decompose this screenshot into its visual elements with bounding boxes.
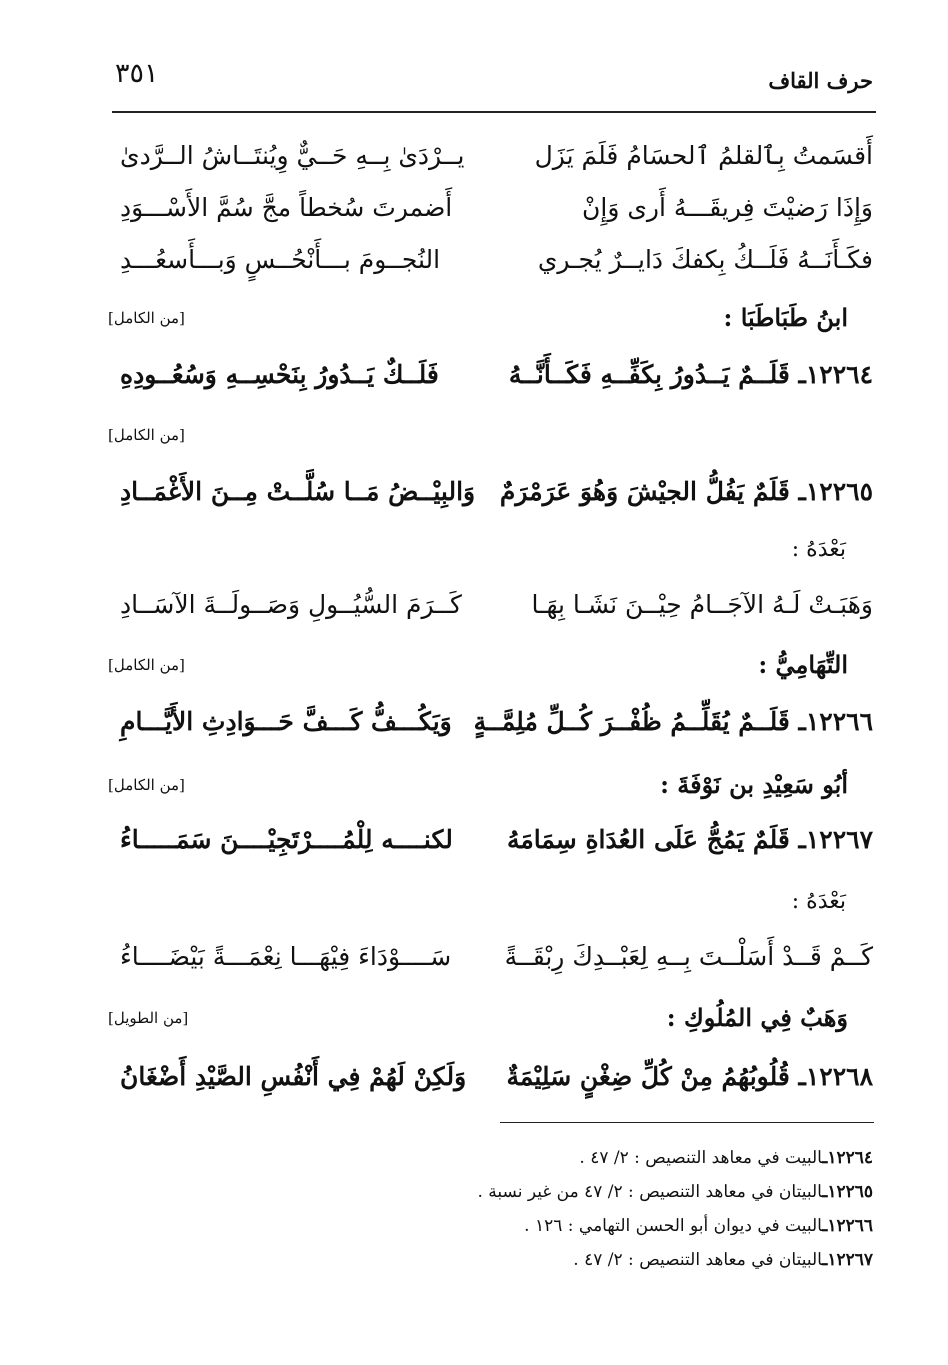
verse-text: قُلُوبُهُمُ مِنْ كُلِّ ضِغْنٍ سَلِيْمَةٌ (506, 1062, 790, 1091)
verse-line (120, 580, 873, 630)
numbered-verse (120, 350, 873, 400)
verse-second-hemistich: لكنــــه لِلْمُــــرْتَجِيْــــنَ سَمَـــــاءُ (120, 825, 453, 854)
verse-second-hemistich: يــرْدَىٰ بِــهِ حَــيٌّ وِيُنتَــاشُ الــرَّدىٰ (120, 141, 465, 170)
footnote (524, 1212, 873, 1240)
verse-second-hemistich: وَالبِيْــضُ مَــا سُلَّــتْ مِــنَ الأَغْمَــادِ (120, 477, 476, 506)
page-header (115, 58, 873, 98)
meter-label: [من الكامل] (108, 776, 185, 794)
after-it-label: بَعْدَهُ : (791, 889, 846, 914)
verse-text: قَلَمٌ يَفُلُّ الجيْشَ وَهُوَ عَرَمْرَمٌ (499, 477, 790, 506)
verse-line (120, 932, 873, 982)
verse-first-hemistich: كَــمْ قَــدْ أَسَلْــتَ بِــهِ لِعَبْــدِكَ رِبْقَــةً (504, 942, 873, 971)
verse-first-hemistich (508, 350, 873, 400)
footnote-number: ١٢٢٦٤ـ (822, 1148, 873, 1168)
verse-number: ١٢٢٦٨ـ (798, 1062, 873, 1091)
header-rule (112, 111, 876, 113)
verse-second-hemistich: فَلَــكٌ يَــدُورُ بِنَحْسِــهِ وَسُعُــودِهِ (120, 360, 439, 389)
verse-second-hemistich: وَيَكُـــفُّ كَـــفَّ حَـــوَادِثِ الأَيَّـــامِ (120, 707, 452, 736)
verse-first-hemistich (508, 1052, 873, 1102)
verse-second-hemistich: وَلَكِنْ لَهُمْ فِي أَنْفُسِ الصَّيْدِ أَضْغَانُ (120, 1062, 467, 1091)
verse-number: ١٢٢٦٥ـ (798, 477, 873, 506)
footnote (573, 1246, 873, 1274)
meter-label: [من الكامل] (108, 656, 185, 674)
poet-name: ابنُ طَبَاطَبَا : (723, 303, 848, 332)
footnote-text: البيتان في معاهد التنصيص : ٢/ ٤٧ من غير نسبة . (477, 1182, 823, 1202)
verse-second-hemistich: النُجــومَ بـــأَنْحُــسٍ وَبـــأَسعُـــدِ (120, 245, 441, 274)
numbered-verse (120, 1052, 873, 1102)
verse-first-hemistich: فكَـأَنَــهُ فَلَــكُ بِكفكَ دَايــرٌ يُجـري (537, 245, 873, 274)
verse-text: قَلَمٌ يَمُجُّ عَلَى العُدَاةِ سِمَامَهُ (506, 825, 790, 854)
verse-number: ١٢٢٦٦ـ (798, 707, 873, 736)
footnote-number: ١٢٢٦٦ـ (822, 1216, 873, 1236)
verse-line (120, 131, 873, 181)
verse-second-hemistich: أَضمرتَ سُخطاً مجَّ سُمَّ الأَسْـــوَدِ (120, 193, 453, 222)
verse-second-hemistich: كَــرَمَ السُّيُــولِ وَصَــولَــةَ الآسَــادِ (120, 590, 462, 619)
verse-number: ١٢٢٦٧ـ (798, 825, 873, 854)
poet-name: وَهَبٌ فِي المُلُوكِ : (666, 1003, 848, 1032)
footnote-text: البيت في ديوان أبو الحسن التهامي : ١٢٦ . (524, 1216, 823, 1236)
verse-text: قَلَــمٌ يَــدُورُ بِكَفِّــهِ فَكَــأَنَّــهُ (508, 360, 790, 389)
verse-first-hemistich (508, 815, 873, 865)
footnote-number: ١٢٢٦٧ـ (822, 1250, 873, 1270)
verse-first-hemistich (499, 467, 873, 517)
footnote-number: ١٢٢٦٥ـ (822, 1182, 873, 1202)
meter-label: [من الكامل] (108, 426, 185, 444)
verse-line (120, 235, 873, 285)
verse-second-hemistich: سَــــوْدَاءَ فِيْهَـــا نِعْمَـــةً بَيْضَــــاءُ (120, 942, 452, 971)
after-it-label: بَعْدَهُ : (791, 537, 846, 562)
footnote (579, 1144, 873, 1172)
verse-first-hemistich: وَهَبَـتْ لَـهُ الآجَــامُ حِيْــنَ نَشَـا بِهَـا (531, 590, 873, 619)
verse-text: قَلَــمٌ يُقَلِّــمُ ظُفْــرَ كُــلِّ مُلِمَّــةٍ (473, 707, 790, 736)
numbered-verse (120, 697, 873, 747)
verse-first-hemistich: أَقسَمتُ بِٱلقلمُ ٱلحسَامُ فَلَمَ يَزَل (534, 141, 873, 170)
poet-name: التِّهَامِيُّ : (758, 650, 848, 679)
meter-label: [من الطويل] (108, 1009, 189, 1027)
footnote-text: البيتان في معاهد التنصيص : ٢/ ٤٧ . (573, 1250, 823, 1270)
chapter-title: حرف القاف (768, 68, 873, 93)
numbered-verse (120, 467, 873, 517)
verse-line (120, 183, 873, 233)
footnote-rule (500, 1122, 874, 1123)
footnote (478, 1178, 874, 1206)
numbered-verse (120, 815, 873, 865)
verse-first-hemistich: وَإِذَا رَضيْتَ فِريقَـــهُ أَرى وَإِنْ (582, 193, 873, 222)
verse-number: ١٢٢٦٤ـ (798, 360, 873, 389)
footnote-text: البيت في معاهد التنصيص : ٢/ ٤٧ . (579, 1148, 823, 1168)
poet-name: أبُو سَعِيْدِ بن نَوْفَةَ : (660, 770, 848, 799)
page-number: ٣٥١ (115, 58, 159, 89)
meter-label: [من الكامل] (108, 309, 185, 327)
verse-first-hemistich (473, 697, 873, 747)
